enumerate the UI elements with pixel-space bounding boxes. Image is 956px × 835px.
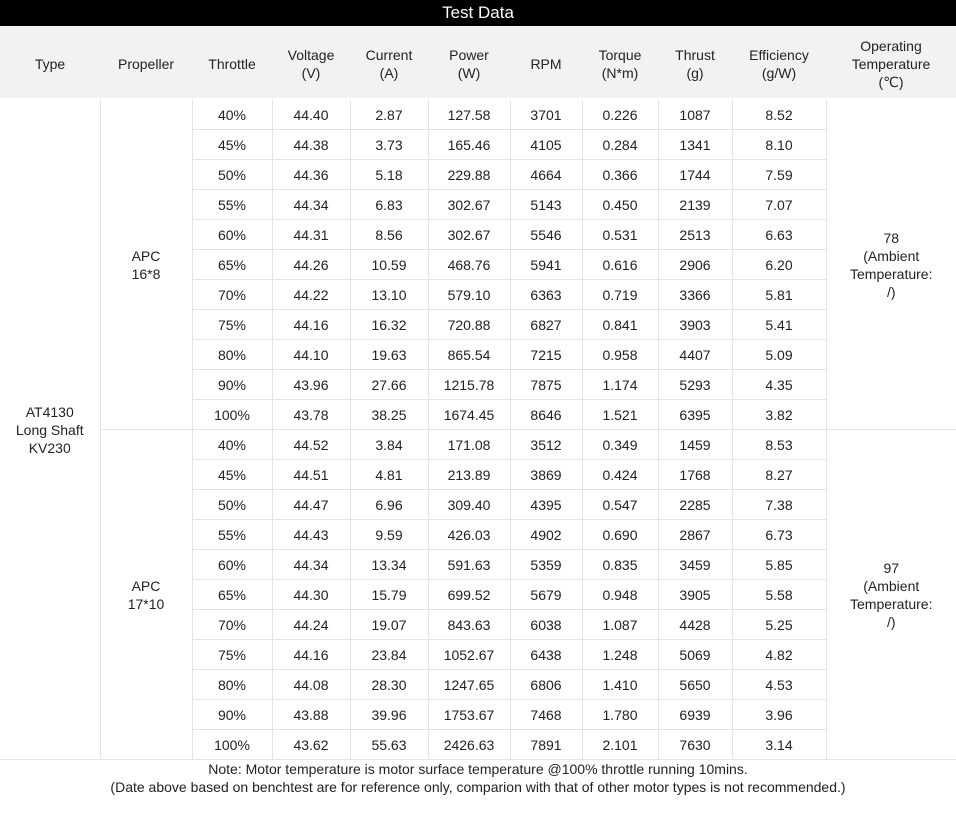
data-cell: 0.349 [582, 430, 658, 460]
data-cell: 426.03 [428, 520, 510, 550]
data-cell: 55% [192, 190, 272, 220]
column-header-line: Voltage [287, 47, 335, 63]
data-cell: 1215.78 [428, 370, 510, 400]
data-cell: 1.521 [582, 400, 658, 430]
data-cell: 7891 [510, 730, 582, 760]
data-cell: 70% [192, 610, 272, 640]
data-cell: 4.53 [732, 670, 826, 700]
data-cell: 60% [192, 220, 272, 250]
data-cell: 44.47 [272, 490, 350, 520]
data-cell: 6438 [510, 640, 582, 670]
column-header-line: Throttle [208, 56, 256, 72]
data-cell: 5143 [510, 190, 582, 220]
column-header-line: Torque [598, 47, 642, 63]
data-cell: 5.85 [732, 550, 826, 580]
column-header [582, 28, 658, 100]
data-cell: 5546 [510, 220, 582, 250]
data-cell: 6.83 [350, 190, 428, 220]
data-cell: 7875 [510, 370, 582, 400]
data-cell: 44.24 [272, 610, 350, 640]
data-cell: 0.835 [582, 550, 658, 580]
data-cell: 5650 [658, 670, 732, 700]
data-cell: 4.81 [350, 460, 428, 490]
data-cell: 468.76 [428, 250, 510, 280]
data-cell: 43.88 [272, 700, 350, 730]
data-cell: 2513 [658, 220, 732, 250]
data-cell: 23.84 [350, 640, 428, 670]
temperature-line: 97 [883, 559, 900, 576]
data-cell: 302.67 [428, 220, 510, 250]
motor-type-line: KV230 [28, 439, 71, 456]
data-cell: 699.52 [428, 580, 510, 610]
data-cell: 6827 [510, 310, 582, 340]
data-cell: 45% [192, 130, 272, 160]
data-cell: 3459 [658, 550, 732, 580]
data-cell: 44.30 [272, 580, 350, 610]
data-cell: 44.51 [272, 460, 350, 490]
data-cell: 8.27 [732, 460, 826, 490]
data-cell: 8.10 [732, 130, 826, 160]
data-cell: 4.35 [732, 370, 826, 400]
data-cell: 1052.67 [428, 640, 510, 670]
data-cell: 50% [192, 490, 272, 520]
propeller-line: APC [131, 577, 161, 594]
data-cell: 6363 [510, 280, 582, 310]
data-cell: 80% [192, 340, 272, 370]
data-cell: 8.52 [732, 100, 826, 130]
data-cell: 1.780 [582, 700, 658, 730]
data-cell: 865.54 [428, 340, 510, 370]
data-cell: 44.10 [272, 340, 350, 370]
data-cell: 4.82 [732, 640, 826, 670]
data-cell: 0.616 [582, 250, 658, 280]
data-cell: 5.09 [732, 340, 826, 370]
data-cell: 7630 [658, 730, 732, 760]
temperature-line: (Ambient [863, 577, 920, 594]
column-header [428, 28, 510, 100]
data-cell: 44.26 [272, 250, 350, 280]
data-cell: 302.67 [428, 190, 510, 220]
data-cell: 45% [192, 460, 272, 490]
data-cell: 44.16 [272, 640, 350, 670]
data-cell: 720.88 [428, 310, 510, 340]
data-cell: 5359 [510, 550, 582, 580]
table-row [0, 430, 956, 460]
data-cell: 4428 [658, 610, 732, 640]
data-cell: 3512 [510, 430, 582, 460]
data-cell: 1247.65 [428, 670, 510, 700]
column-header-line: (A) [379, 65, 399, 81]
data-cell: 0.841 [582, 310, 658, 340]
data-cell: 44.16 [272, 310, 350, 340]
propeller-line: 16*8 [131, 265, 161, 282]
data-cell: 6.73 [732, 520, 826, 550]
column-header-line: (g) [686, 65, 704, 81]
data-cell: 165.46 [428, 130, 510, 160]
data-cell: 43.96 [272, 370, 350, 400]
column-header-line: Power [449, 47, 489, 63]
data-cell: 1341 [658, 130, 732, 160]
data-cell: 90% [192, 700, 272, 730]
data-cell: 44.43 [272, 520, 350, 550]
data-cell: 6.63 [732, 220, 826, 250]
column-header-line: (℃) [878, 74, 904, 90]
data-cell: 60% [192, 550, 272, 580]
column-header-line: Operating [860, 38, 922, 54]
data-cell: 0.958 [582, 340, 658, 370]
data-cell: 44.34 [272, 550, 350, 580]
data-cell: 3366 [658, 280, 732, 310]
note-line: (Date above based on benchtest are for reference only, comparion with that of other motor types is not recommended.) [110, 779, 846, 795]
temperature-line: /) [886, 613, 896, 630]
propeller-line: APC [131, 247, 161, 264]
data-cell: 75% [192, 640, 272, 670]
data-cell: 127.58 [428, 100, 510, 130]
data-cell: 7.07 [732, 190, 826, 220]
data-cell: 1.174 [582, 370, 658, 400]
column-header-line: (W) [457, 65, 481, 81]
data-cell: 5.18 [350, 160, 428, 190]
data-cell: 3.96 [732, 700, 826, 730]
temperature-line: 78 [883, 229, 900, 246]
data-cell: 44.34 [272, 190, 350, 220]
data-cell: 3.73 [350, 130, 428, 160]
operating-temperature-cell [826, 430, 956, 760]
data-cell: 100% [192, 730, 272, 760]
data-cell: 0.690 [582, 520, 658, 550]
data-cell: 7215 [510, 340, 582, 370]
data-cell: 309.40 [428, 490, 510, 520]
data-cell: 44.31 [272, 220, 350, 250]
data-cell: 44.22 [272, 280, 350, 310]
column-header [826, 28, 956, 100]
data-cell: 19.63 [350, 340, 428, 370]
data-cell: 44.38 [272, 130, 350, 160]
data-cell: 0.424 [582, 460, 658, 490]
header-row [0, 28, 956, 100]
data-cell: 843.63 [428, 610, 510, 640]
data-cell: 2867 [658, 520, 732, 550]
data-cell: 13.34 [350, 550, 428, 580]
column-header-line: (V) [301, 65, 321, 81]
data-cell: 40% [192, 100, 272, 130]
data-cell: 8646 [510, 400, 582, 430]
data-cell: 3701 [510, 100, 582, 130]
data-cell: 3903 [658, 310, 732, 340]
data-cell: 1459 [658, 430, 732, 460]
temperature-line: Temperature: [850, 595, 933, 612]
data-cell: 4105 [510, 130, 582, 160]
data-cell: 2139 [658, 190, 732, 220]
propeller-cell [100, 100, 192, 430]
footnote [0, 760, 956, 796]
table-row [0, 100, 956, 130]
data-cell: 44.08 [272, 670, 350, 700]
data-cell: 90% [192, 370, 272, 400]
data-cell: 44.52 [272, 430, 350, 460]
data-cell: 8.53 [732, 430, 826, 460]
data-cell: 55.63 [350, 730, 428, 760]
data-cell: 65% [192, 250, 272, 280]
data-cell: 0.450 [582, 190, 658, 220]
data-cell: 28.30 [350, 670, 428, 700]
data-cell: 38.25 [350, 400, 428, 430]
data-cell: 6806 [510, 670, 582, 700]
data-cell: 80% [192, 670, 272, 700]
data-cell: 229.88 [428, 160, 510, 190]
motor-type-line: Long Shaft [15, 421, 84, 438]
data-cell: 0.366 [582, 160, 658, 190]
propeller-line: 17*10 [127, 595, 165, 612]
column-header-line: Propeller [117, 56, 175, 72]
data-cell: 55% [192, 520, 272, 550]
data-cell: 3.82 [732, 400, 826, 430]
data-cell: 3.14 [732, 730, 826, 760]
data-cell: 8.56 [350, 220, 428, 250]
data-cell: 6395 [658, 400, 732, 430]
data-cell: 2285 [658, 490, 732, 520]
propeller-cell [100, 430, 192, 760]
data-cell: 10.59 [350, 250, 428, 280]
data-cell: 5679 [510, 580, 582, 610]
data-cell: 3.84 [350, 430, 428, 460]
motor-type-line: AT4130 [25, 403, 74, 420]
data-cell: 0.547 [582, 490, 658, 520]
data-cell: 9.59 [350, 520, 428, 550]
data-cell: 65% [192, 580, 272, 610]
column-header-line: Type [34, 56, 66, 72]
data-cell: 1744 [658, 160, 732, 190]
data-cell: 1.087 [582, 610, 658, 640]
data-cell: 7.59 [732, 160, 826, 190]
page-title: Test Data [0, 0, 956, 26]
data-cell: 13.10 [350, 280, 428, 310]
column-header-line: Efficiency [749, 47, 809, 63]
data-cell: 7.38 [732, 490, 826, 520]
data-cell: 0.226 [582, 100, 658, 130]
column-header-line: Current [365, 47, 413, 63]
data-cell: 4902 [510, 520, 582, 550]
data-cell: 1.410 [582, 670, 658, 700]
data-cell: 43.78 [272, 400, 350, 430]
data-cell: 2906 [658, 250, 732, 280]
data-cell: 0.531 [582, 220, 658, 250]
column-header [0, 28, 100, 100]
data-cell: 0.284 [582, 130, 658, 160]
data-cell: 3869 [510, 460, 582, 490]
data-cell: 5.58 [732, 580, 826, 610]
test-data-table [0, 28, 956, 760]
data-cell: 0.948 [582, 580, 658, 610]
note-line: Note: Motor temperature is motor surface temperature @100% throttle running 10mins. [208, 761, 748, 777]
table-body [0, 100, 956, 760]
data-cell: 44.40 [272, 100, 350, 130]
data-cell: 44.36 [272, 160, 350, 190]
data-cell: 3905 [658, 580, 732, 610]
data-cell: 1087 [658, 100, 732, 130]
operating-temperature-cell [826, 100, 956, 430]
motor-type-cell [0, 100, 100, 760]
data-cell: 40% [192, 430, 272, 460]
data-cell: 4395 [510, 490, 582, 520]
data-cell: 7468 [510, 700, 582, 730]
data-cell: 2.101 [582, 730, 658, 760]
data-cell: 4407 [658, 340, 732, 370]
data-cell: 39.96 [350, 700, 428, 730]
data-cell: 2.87 [350, 100, 428, 130]
data-cell: 27.66 [350, 370, 428, 400]
column-header-line: Thrust [675, 47, 715, 63]
column-header-line: RPM [530, 56, 562, 72]
data-cell: 5.41 [732, 310, 826, 340]
data-cell: 6.20 [732, 250, 826, 280]
column-header [350, 28, 428, 100]
data-cell: 43.62 [272, 730, 350, 760]
data-cell: 5293 [658, 370, 732, 400]
column-header-line: Temperature [851, 56, 931, 72]
data-cell: 6038 [510, 610, 582, 640]
data-cell: 0.719 [582, 280, 658, 310]
data-cell: 100% [192, 400, 272, 430]
column-header [100, 28, 192, 100]
data-cell: 75% [192, 310, 272, 340]
temperature-line: /) [886, 283, 896, 300]
data-cell: 4664 [510, 160, 582, 190]
data-cell: 2426.63 [428, 730, 510, 760]
data-cell: 6.96 [350, 490, 428, 520]
data-cell: 16.32 [350, 310, 428, 340]
data-cell: 5069 [658, 640, 732, 670]
column-header [510, 28, 582, 100]
column-header [272, 28, 350, 100]
data-cell: 50% [192, 160, 272, 190]
data-cell: 1753.67 [428, 700, 510, 730]
data-cell: 19.07 [350, 610, 428, 640]
data-cell: 579.10 [428, 280, 510, 310]
data-cell: 1.248 [582, 640, 658, 670]
temperature-line: Temperature: [850, 265, 933, 282]
data-cell: 1674.45 [428, 400, 510, 430]
temperature-line: (Ambient [863, 247, 920, 264]
data-cell: 5.25 [732, 610, 826, 640]
data-cell: 591.63 [428, 550, 510, 580]
data-cell: 70% [192, 280, 272, 310]
data-cell: 5.81 [732, 280, 826, 310]
data-cell: 6939 [658, 700, 732, 730]
data-cell: 171.08 [428, 430, 510, 460]
data-cell: 5941 [510, 250, 582, 280]
column-header [732, 28, 826, 100]
data-cell: 213.89 [428, 460, 510, 490]
column-header [192, 28, 272, 100]
column-header-line: (N*m) [601, 65, 639, 81]
column-header [658, 28, 732, 100]
column-header-line: (g/W) [761, 65, 797, 81]
data-cell: 15.79 [350, 580, 428, 610]
data-cell: 1768 [658, 460, 732, 490]
